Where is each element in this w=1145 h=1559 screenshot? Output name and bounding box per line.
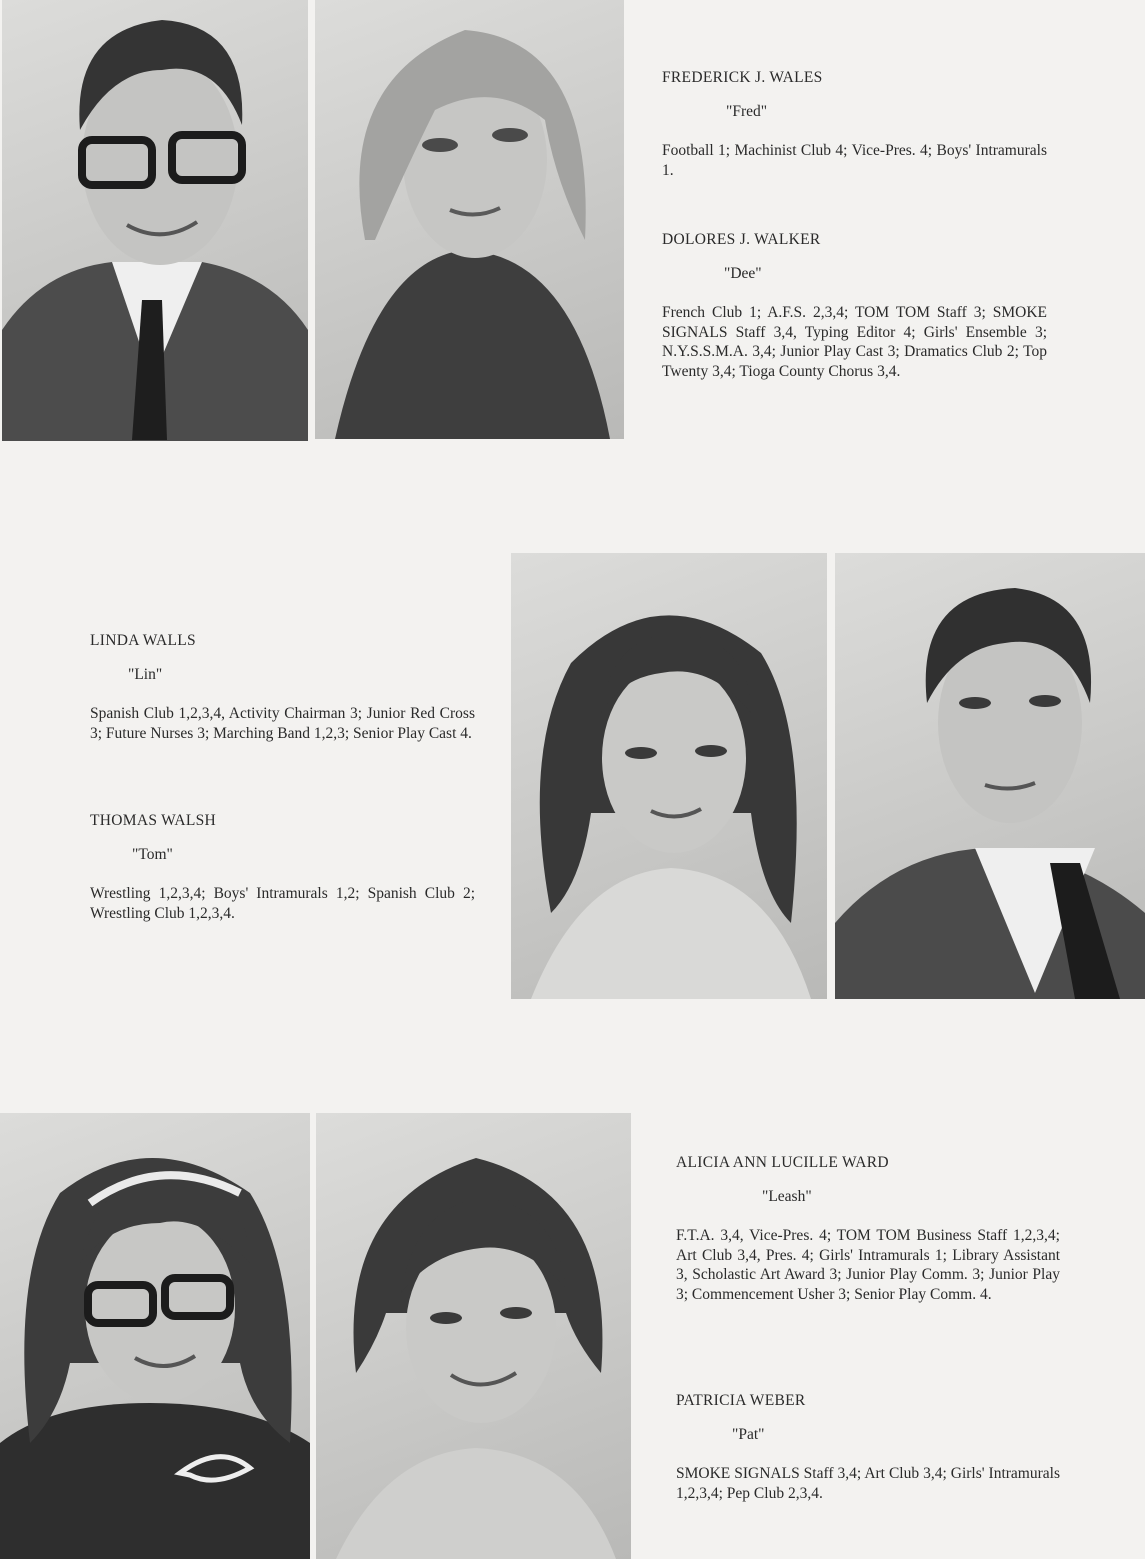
student-name: FREDERICK J. WALES (662, 69, 823, 86)
student-nickname: "Dee" (724, 264, 762, 282)
portrait-frederick-wales (2, 0, 308, 441)
student-nickname: "Fred" (726, 102, 768, 120)
student-entry (90, 631, 475, 743)
student-name: DOLORES J. WALKER (662, 231, 821, 248)
student-nickname: "Leash" (762, 1187, 812, 1205)
student-name: PATRICIA WEBER (676, 1392, 806, 1409)
student-entry (676, 1153, 1060, 1304)
student-entry (662, 230, 1047, 381)
student-activities: SMOKE SIGNALS Staff 3,4; Art Club 3,4; Girls' Intramurals 1,2,3,4; Pep Club 2,3,4. (676, 1465, 1060, 1502)
student-nickname: "Pat" (732, 1425, 765, 1443)
student-activities: Football 1; Machinist Club 4; Vice-Pres. 4; Boys' Intramurals 1. (662, 142, 1047, 179)
portrait-thomas-walsh (835, 553, 1145, 999)
portrait-linda-walls (511, 553, 827, 999)
student-nickname: "Lin" (128, 665, 163, 683)
portrait-dolores-walker (315, 0, 624, 439)
student-activities: French Club 1; A.F.S. 2,3,4; TOM TOM Staff 3; SMOKE SIGNALS Staff 3,4, Typing Editor 4; Girls' Ensemble 3; N.Y.S.S.M.A. 3,4; Junior Play Cast 3; Dramatics Club 2; Top Twenty 3,4; Tioga County Chorus 3,4. (662, 304, 1047, 380)
student-entry (90, 811, 475, 923)
student-name: LINDA WALLS (90, 632, 196, 649)
student-name: ALICIA ANN LUCILLE WARD (676, 1154, 889, 1171)
student-entry (662, 68, 1047, 180)
student-entry (676, 1391, 1060, 1503)
student-name: THOMAS WALSH (90, 812, 217, 829)
portrait-alicia-ward (0, 1113, 310, 1559)
student-activities: Wrestling 1,2,3,4; Boys' Intramurals 1,2; Spanish Club 2; Wrestling Club 1,2,3,4. (90, 885, 475, 922)
student-activities: F.T.A. 3,4, Vice-Pres. 4; TOM TOM Business Staff 1,2,3,4; Art Club 3,4, Pres. 4; Girls' Intramurals 1; Library Assistant 3, Scholastic Art Award 3; Junior Play Comm. 3; Junior Play 3; Commencement Usher 3; Senior Play Comm. 4. (676, 1227, 1060, 1303)
portrait-patricia-weber (316, 1113, 631, 1559)
student-activities: Spanish Club 1,2,3,4, Activity Chairman 3; Junior Red Cross 3; Future Nurses 3; Marching Band 1,2,3; Senior Play Cast 4. (90, 705, 475, 742)
student-nickname: "Tom" (132, 845, 173, 863)
